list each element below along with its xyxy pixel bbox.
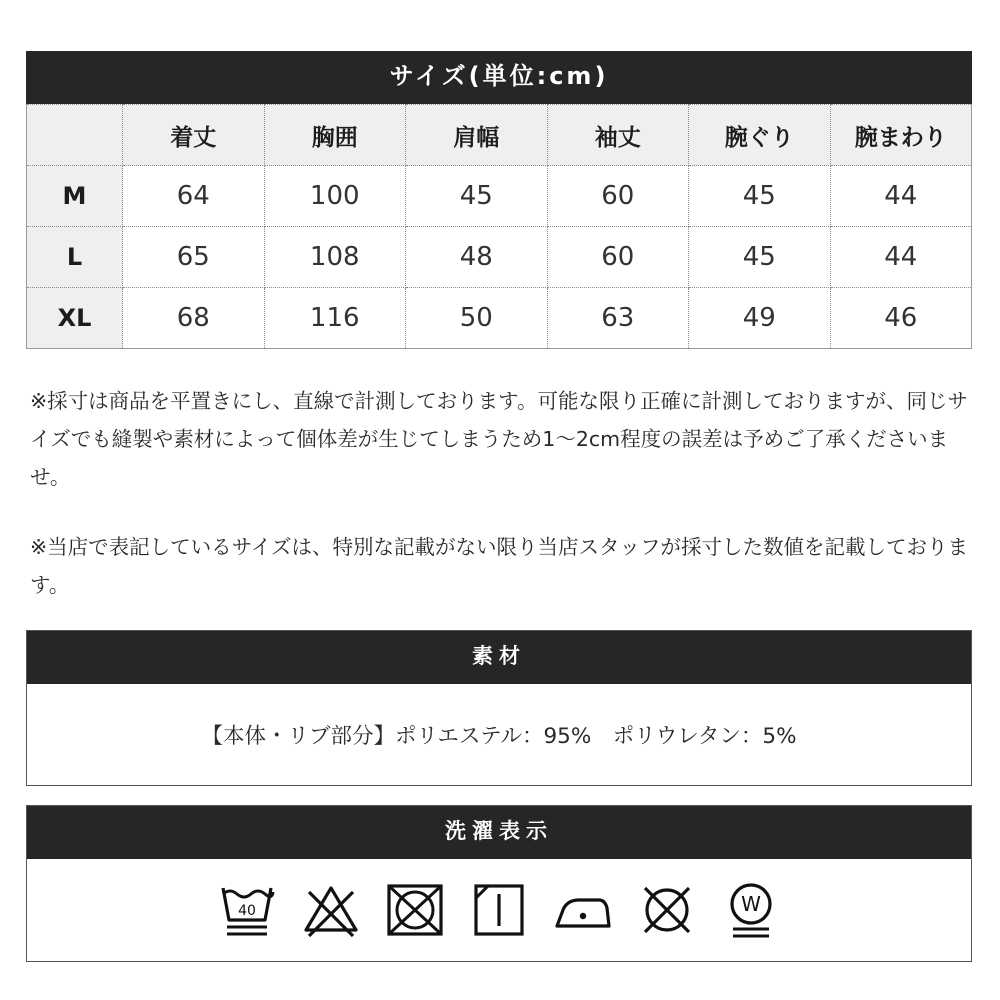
table-cell: 49 xyxy=(689,288,831,349)
column-header: 袖丈 xyxy=(547,105,689,166)
table-cell: 100 xyxy=(264,166,406,227)
table-cell: 60 xyxy=(547,166,689,227)
table-cell: 63 xyxy=(547,288,689,349)
table-cell: 44 xyxy=(830,227,972,288)
column-header: 胸囲 xyxy=(264,105,406,166)
column-header: 腕ぐり xyxy=(689,105,831,166)
iron-low-icon xyxy=(553,880,613,940)
size-table-title: サイズ(単位:cm) xyxy=(26,51,972,104)
material-text: 【本体・リブ部分】ポリエステル：95% ポリウレタン：5% xyxy=(201,724,797,749)
no-bleach-icon xyxy=(301,880,361,940)
column-header: 腕まわり xyxy=(830,105,972,166)
size-section xyxy=(26,51,972,349)
table-cell: 64 xyxy=(123,166,265,227)
measurement-note xyxy=(30,382,970,496)
wet-clean-label: W xyxy=(741,892,761,916)
no-dry-clean-icon xyxy=(637,880,697,940)
care-icons xyxy=(27,859,971,961)
size-label: L xyxy=(27,227,123,288)
table-cell: 68 xyxy=(123,288,265,349)
table-cell: 45 xyxy=(689,227,831,288)
line-dry-shade-icon xyxy=(469,880,529,940)
wet-clean-gentle-icon xyxy=(721,880,781,940)
material-title: 素材 xyxy=(27,631,971,684)
wash-40-gentle-icon xyxy=(217,880,277,940)
header-corner-cell xyxy=(27,105,123,166)
care-title: 洗濯表示 xyxy=(27,806,971,859)
measurement-note-text: ※採寸は商品を平置きにし、直線で計測しております。可能な限り正確に計測しておりますが、同じサイズでも縫製や素材によって個体差が生じてしまうため1～2cm程度の誤差は予めご了承くださいませ。 xyxy=(30,389,969,489)
material-section xyxy=(26,630,972,786)
size-label: XL xyxy=(27,288,123,349)
size-table xyxy=(26,104,972,349)
table-cell: 45 xyxy=(689,166,831,227)
table-cell: 60 xyxy=(547,227,689,288)
table-row xyxy=(27,227,972,288)
size-table-header-row xyxy=(27,105,972,166)
table-cell: 44 xyxy=(830,166,972,227)
size-label: M xyxy=(27,166,123,227)
size-notation-note xyxy=(30,528,970,604)
no-tumble-dry-icon xyxy=(385,880,445,940)
column-header: 着丈 xyxy=(123,105,265,166)
column-header: 肩幅 xyxy=(406,105,548,166)
table-cell: 46 xyxy=(830,288,972,349)
size-notation-note-text: ※当店で表記しているサイズは、特別な記載がない限り当店スタッフが採寸した数値を記載しております。 xyxy=(30,535,969,597)
wash-temp-label: 40 xyxy=(238,903,256,919)
table-row xyxy=(27,166,972,227)
table-cell: 65 xyxy=(123,227,265,288)
table-cell: 48 xyxy=(406,227,548,288)
table-cell: 116 xyxy=(264,288,406,349)
table-cell: 50 xyxy=(406,288,548,349)
care-section xyxy=(26,805,972,962)
table-cell: 45 xyxy=(406,166,548,227)
table-cell: 108 xyxy=(264,227,406,288)
table-row xyxy=(27,288,972,349)
